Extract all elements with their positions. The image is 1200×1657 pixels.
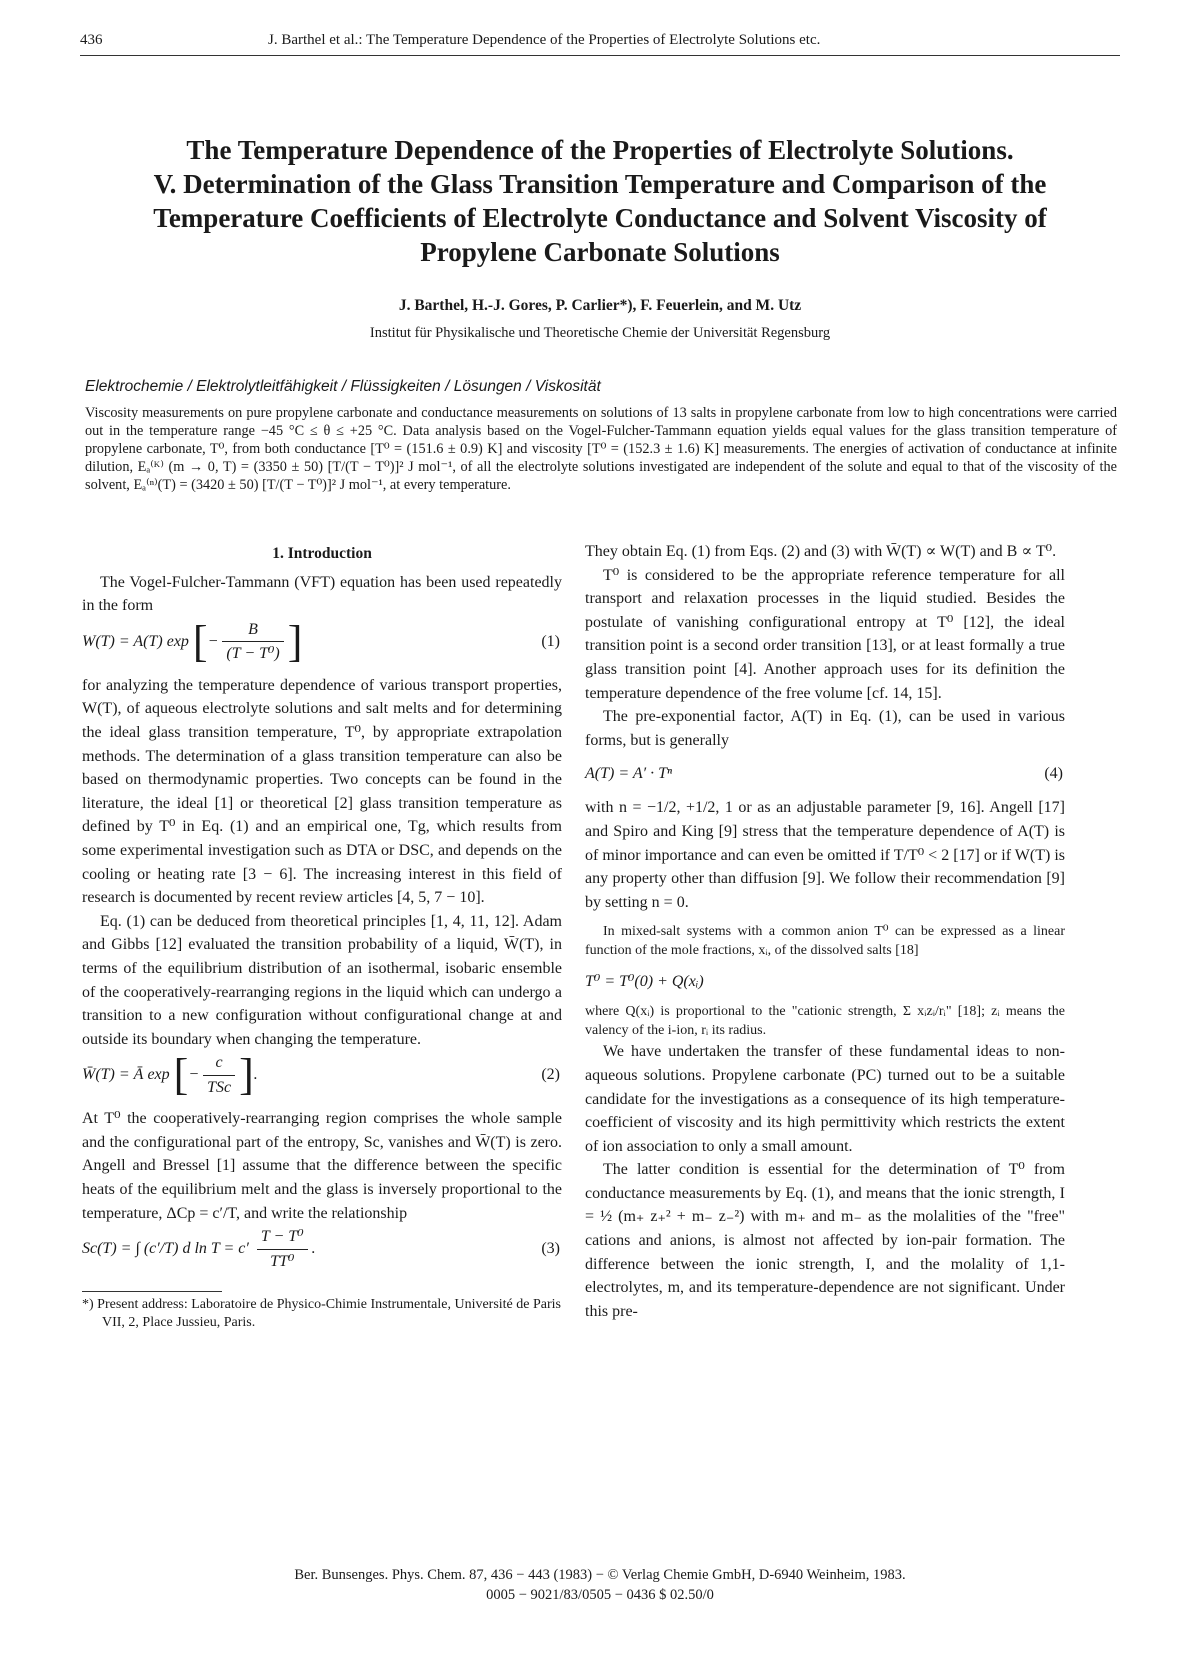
paragraph: In mixed-salt systems with a common anion T⁰ can be expressed as a linear function of the mole fractions, xᵢ, of the dissolved salts [18]: [585, 924, 1065, 959]
equation-number: (4): [1044, 765, 1063, 783]
title-line: Temperature Coefficients of Electrolyte Conductance and Solvent Viscosity of: [153, 203, 1047, 233]
equation-4: [585, 752, 1065, 796]
paragraph: The latter condition is essential for the determination of T⁰ from conductance measurements by Eq. (1), and means that the ionic strength, I = ½ (m₊ z₊² + m₋ z₋²) with m₊ and m₋ as the molalities of the "free" cations and anions, is almost not affected by ion-pair formation. The difference between the ionic strength, I, and the molality of 1,1-electrolytes, m, and its temperature-dependence are not significant. Under this pre-: [585, 1161, 1065, 1320]
equation-number: (3): [541, 1240, 560, 1258]
paragraph: with n = −1/2, +1/2, 1 or as an adjustable parameter [9, 16]. Angell [17] and Spiro and King [9] stress that the temperature dependence of A(T) is of minor importance and can even be omitted if T/T⁰ < 2 [17] or if W(T) is any property other than diffusion [9]. We follow their recommendation [9] by setting n = 0.: [585, 799, 1065, 911]
authors: J. Barthel, H.-J. Gores, P. Carlier*), F. Feuerlein, and M. Utz: [398, 297, 802, 314]
header-rule: [80, 55, 1120, 56]
abstract: [85, 404, 1117, 494]
title-line: The Temperature Dependence of the Properties of Electrolyte Solutions.: [186, 135, 1014, 165]
paragraph: where Q(xᵢ) is proportional to the "cationic strength, Σ xᵢzᵢ/rᵢ" [18]; zᵢ means the valency of the i-ion, rᵢ its radius.: [585, 1004, 1065, 1039]
left-column: [82, 540, 562, 1332]
equation-denominator: (T − T⁰): [226, 645, 280, 663]
equation-2: W̄(T) = Ā exp [− $\frac{c}{\text{TSc}}$ ]. (2): [82, 1050, 560, 1100]
equation-numerator: T − T⁰: [257, 1225, 308, 1250]
equation-3: Sc(T) = ∫ (c′/T) d ln T = c′ $\frac{\text{T − T⁰}}{\text{TT⁰}}$ . (3): [82, 1225, 562, 1281]
paragraph: They obtain Eq. (1) from Eqs. (2) and (3) with W̄(T) ∝ W(T) and B ∝ T⁰.: [585, 543, 1057, 560]
section-heading: 1. Introduction: [272, 545, 372, 562]
right-column: [585, 540, 1065, 1323]
equation-lhs: W̄(T) = Ā exp: [82, 1066, 170, 1084]
abstract-text: Viscosity measurements on pure propylene carbonate and conductance measurements on solutions of 13 salts in propylene carbonate from low to high concentrations were carried out in the temperature range −45 °C ≤ θ ≤ +25 °C. Data analysis based on the Vogel-Fulcher-Tammann equation yields equal values for the glass transition temperature of propylene carbonate, T⁰, from both conductance [T⁰ = (151.6 ± 0.9) K] and viscosity [T⁰ = (152.3 ± 1.6) K] measurements. The energies of activation of conductance at infinite dilution, Eₐ⁽ᴷ⁾ (m → 0, T) = (3350 ± 50) [T/(T − T⁰)]² J mol⁻¹, of all the electrolyte solutions investigated are independent of the solute and equal to that of the viscosity of the solvent, Eₐ⁽ⁿ⁾(T) = (3420 ± 50) [T/(T − T⁰)]² J mol⁻¹, at every temperature.: [85, 405, 1117, 493]
paragraph: Eq. (1) can be deduced from theoretical principles [1, 4, 11, 12]. Adam and Gibbs [12] evaluated the transition probability of a liquid, W̄(T), in terms of the equilibrium distribution of an isothermal, isobaric ensemble of the cooperatively-rearranging regions in the liquid which can undergo a transition to a new configuration without configurational change at and outside its boundary when changing the temperature.: [82, 912, 562, 1048]
paragraph: for analyzing the temperature dependence of various transport properties, W(T), of aqueous electrolyte solutions and salt melts and for determining the ideal glass transition temperature, T⁰, by appropriate extrapolation methods. The determination of a glass transition temperature can also be based on thermodynamic properties. Two concepts can be found in the literature, the ideal [1] or theoretical [2] glass transition temperature as defined by T⁰ in Eq. (1) and an empirical one, Tg, which results from some experimental investigation such as DTA or DSC, and depends on the cooling or heating rate [3 − 6]. The increasing interest in this field of research is documented by recent review articles [4, 5, 7 − 10].: [82, 676, 562, 907]
equation-numerator: B: [222, 618, 283, 643]
equation-numerator: c: [203, 1051, 235, 1076]
footnote: *) Present address: Laboratoire de Physico-Chimie Instrumentale, Université de Paris VII, 2, Place Jussieu, Paris.: [82, 1297, 561, 1331]
equation-number: (1): [541, 632, 560, 650]
equation-denominator: TSc: [207, 1078, 232, 1096]
running-title: J. Barthel et al.: The Temperature Dependence of the Properties of Electrolyte Solutions etc.: [268, 32, 821, 48]
equation-lhs: W(T) = A(T) exp: [82, 632, 189, 650]
equation-number: (2): [541, 1066, 560, 1084]
paragraph: T⁰ is considered to be the appropriate reference temperature for all transport and relaxation processes in the liquid studied. Besides the postulate of vanishing configurational entropy at T⁰ [12], the ideal transition point is a second order transition [13], or at least formally a true glass transition point [4]. Another approach uses for its definition the temperature dependence of the free volume [cf. 14, 15].: [585, 566, 1065, 702]
paragraph: The pre-exponential factor, A(T) in Eq. (1), can be used in various forms, but is generally: [585, 708, 1065, 749]
title-line: Propylene Carbonate Solutions: [420, 237, 780, 267]
equation-body: T⁰ = T⁰(0) + Q(xᵢ): [585, 973, 704, 991]
equation-denominator: TT⁰: [270, 1252, 295, 1270]
paper-title: [80, 133, 1120, 269]
equation-1: W(T) = A(T) exp [− $\frac{B}{\text{(T − T⁰)}}$ ] (1): [82, 616, 560, 666]
keywords: Elektrochemie / Elektrolytleitfähigkeit / Flüssigkeiten / Lösungen / Viskosität: [85, 378, 601, 395]
page-number: 436: [80, 32, 103, 48]
footer-citation: Ber. Bunsenges. Phys. Chem. 87, 436 − 443 (1983) − © Verlag Chemie GmbH, D-6940 Weinheim, 1983.: [294, 1567, 906, 1583]
equation-5: [585, 960, 1065, 1002]
equation-lhs: Sc(T) = ∫ (c′/T) d ln T = c′: [82, 1240, 249, 1258]
paragraph: We have undertaken the transfer of these fundamental ideas to non-aqueous solutions. Propylene carbonate (PC) turned out to be a suitable candidate for the investigations as a consequence of its high temperature-coefficient of viscosity and its high permittivity which restricts the extent of ion association to only a small amount.: [585, 1043, 1065, 1155]
footer-code: 0005 − 9021/83/0505 − 0436 $ 02.50/0: [486, 1587, 714, 1603]
paragraph: The Vogel-Fulcher-Tammann (VFT) equation has been used repeatedly in the form: [82, 573, 562, 615]
affiliation: Institut für Physikalische und Theoretische Chemie der Universität Regensburg: [369, 325, 831, 341]
footer: [80, 1565, 1120, 1605]
title-line: V. Determination of the Glass Transition Temperature and Comparison of the: [153, 169, 1047, 199]
footnote-rule: [82, 1291, 222, 1292]
equation-body: A(T) = A′ · Tⁿ: [585, 765, 673, 783]
paragraph: At T⁰ the cooperatively-rearranging region comprises the whole sample and the configurational part of the entropy, Sc, vanishes and W̄(T) is zero. Angell and Bressel [1] assume that the difference between the specific heats of the equilibrium melt and the glass is inversely proportional to the temperature, ΔCp = c′/T, and write the relationship: [82, 1110, 562, 1222]
